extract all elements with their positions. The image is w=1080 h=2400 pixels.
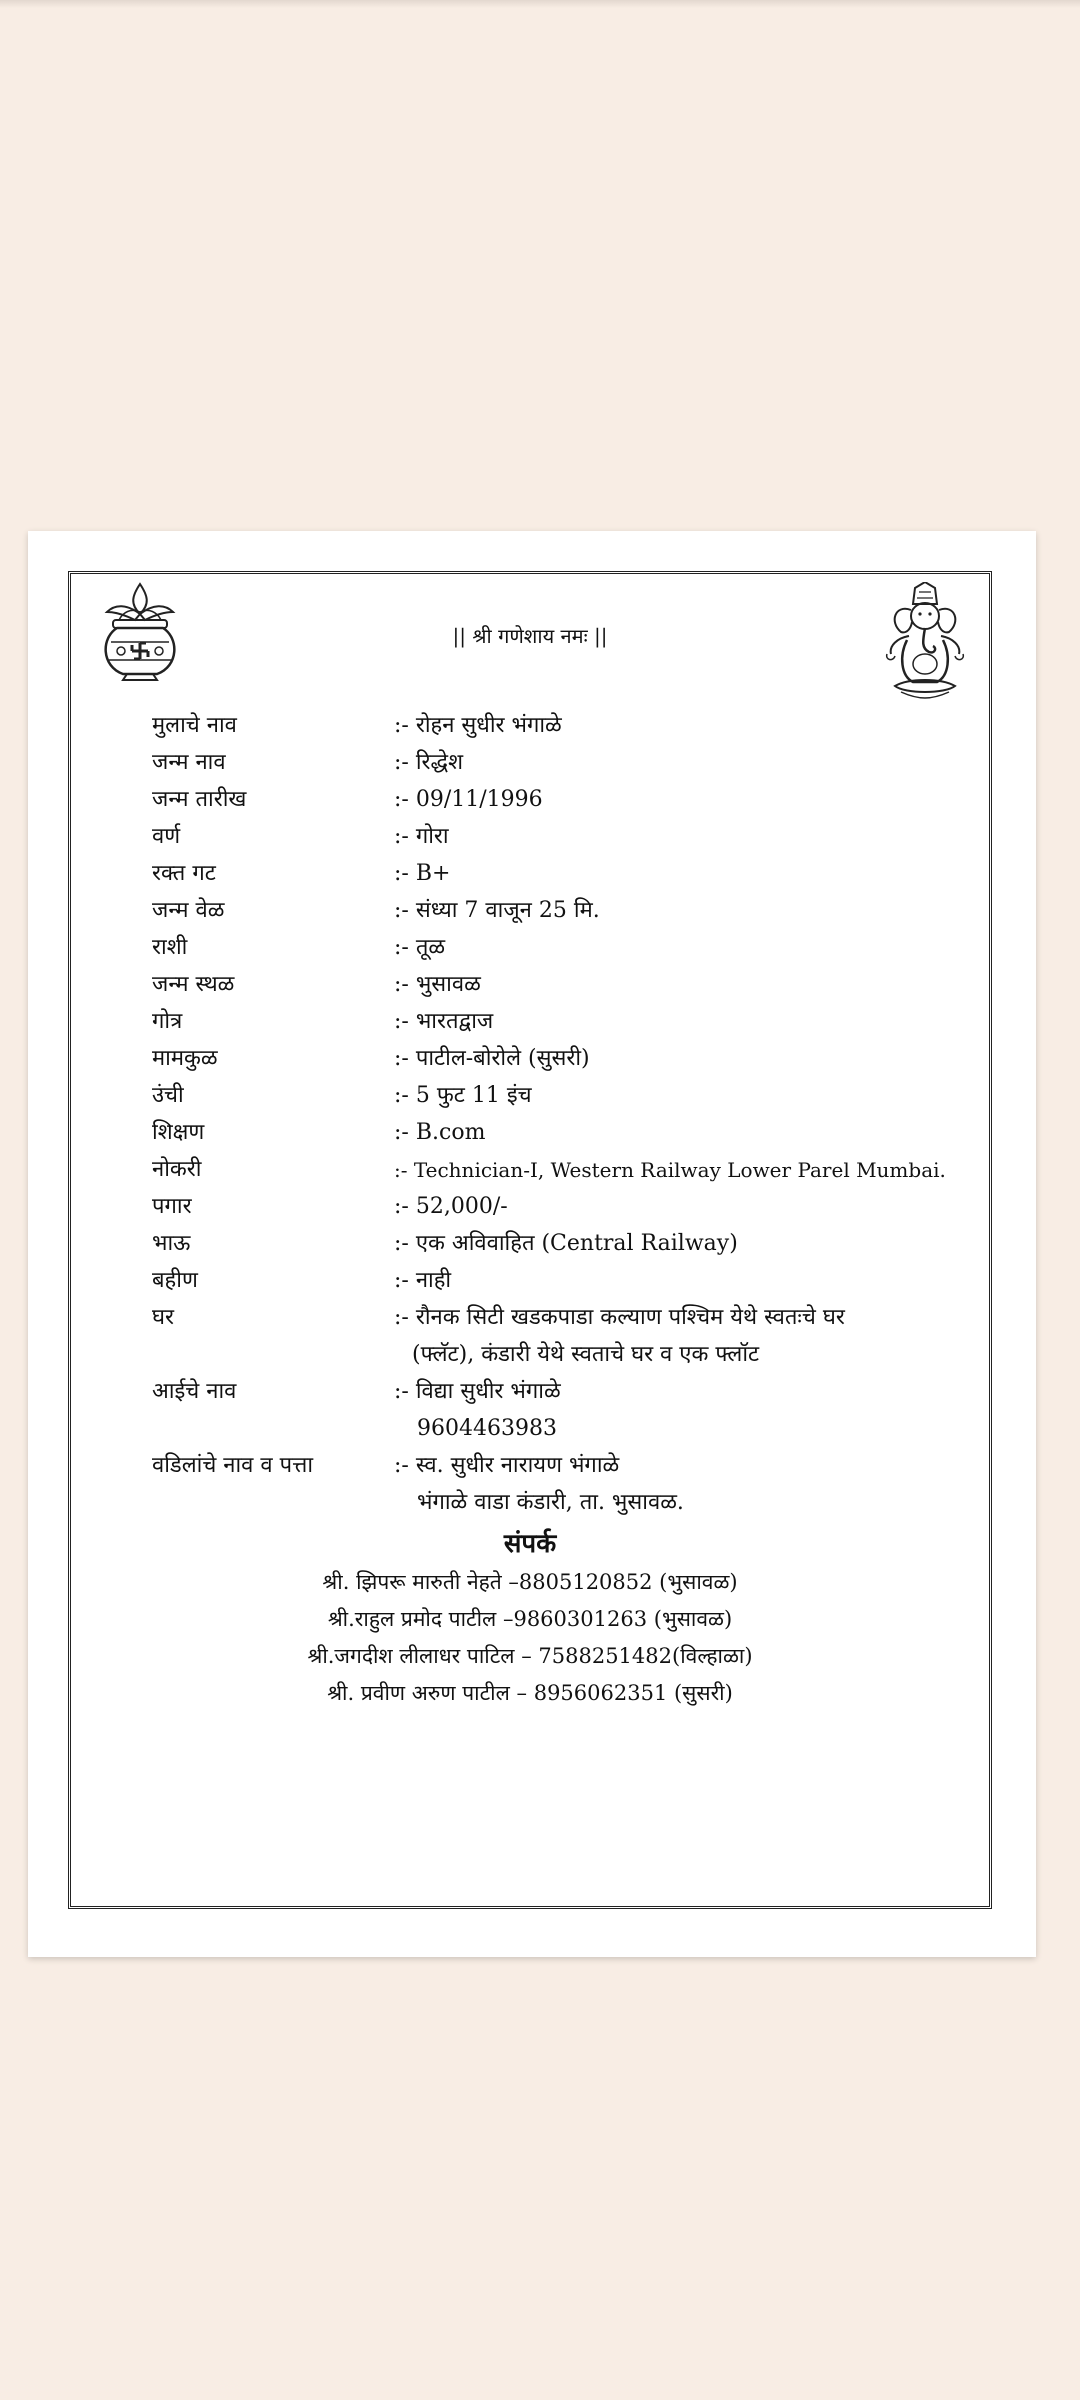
row-label: जन्म वेळ bbox=[152, 898, 225, 923]
row-value: :- गोरा bbox=[394, 824, 449, 849]
row-value: :- B.com bbox=[394, 1120, 486, 1145]
row-value: :- स्व. सुधीर नारायण भंगाळे bbox=[394, 1453, 620, 1478]
row-label: उंची bbox=[152, 1083, 184, 1108]
row-value: :- पाटील-बोरोले (सुसरी) bbox=[394, 1046, 590, 1071]
row-label: जन्म स्थळ bbox=[152, 972, 235, 997]
row-value: :- भारतद्वाज bbox=[394, 1009, 494, 1034]
status-bar-shadow bbox=[0, 0, 1080, 8]
row-label: आईचे नाव bbox=[152, 1379, 237, 1404]
row-label: जन्म तारीख bbox=[152, 787, 247, 812]
row-label: रक्त गट bbox=[152, 861, 216, 886]
row-value: :- 09/11/1996 bbox=[394, 787, 543, 812]
page-border bbox=[68, 571, 992, 1909]
house-continuation: (फ्लॅट), कंडारी येथे स्वताचे घर व एक फ्लॉट bbox=[412, 1342, 760, 1367]
contact-heading: संपर्क bbox=[503, 1529, 557, 1559]
mother-phone: 9604463983 bbox=[417, 1416, 557, 1441]
row-value: :- रौनक सिटी खडकपाडा कल्याण पश्चिम येथे स्वतःचे घर bbox=[394, 1305, 845, 1330]
contact-line: श्री. झिपरू मारुती नेहते –8805120852 (भुसावळ) bbox=[322, 1570, 738, 1594]
row-label: वडिलांचे नाव व पत्ता bbox=[152, 1453, 314, 1478]
row-label: शिक्षण bbox=[152, 1120, 205, 1145]
invocation-heading: || श्री गणेशाय नमः || bbox=[452, 624, 608, 648]
row-value: :- संध्या 7 वाजून 25 मि. bbox=[394, 898, 600, 923]
row-label: वर्ण bbox=[152, 824, 181, 849]
biodata-page bbox=[28, 531, 1036, 1957]
ganesh-icon bbox=[879, 582, 971, 700]
row-value: :- नाही bbox=[394, 1268, 452, 1293]
row-value: :- 5 फुट 11 इंच bbox=[394, 1083, 532, 1108]
row-label: राशी bbox=[152, 935, 188, 960]
row-value: :- रिद्धेश bbox=[394, 750, 464, 775]
row-value: :- भुसावळ bbox=[394, 972, 481, 997]
row-value: :- रोहन सुधीर भंगाळे bbox=[394, 713, 562, 738]
row-label: भाऊ bbox=[152, 1231, 191, 1256]
contact-line: श्री.जगदीश लीलाधर पाटिल – 7588251482(विल्हाळा) bbox=[307, 1644, 753, 1668]
row-label: पगार bbox=[152, 1194, 192, 1219]
contact-line: श्री.राहुल प्रमोद पाटील –9860301263 (भुसावळ) bbox=[327, 1607, 733, 1631]
row-label: बहीण bbox=[152, 1268, 198, 1293]
row-value: :- एक अविवाहित (Central Railway) bbox=[394, 1231, 738, 1256]
row-label: जन्म नाव bbox=[152, 750, 226, 775]
row-value: :- B+ bbox=[394, 861, 451, 886]
row-label: मुलाचे नाव bbox=[152, 713, 237, 738]
row-value: :- Technician-I, Western Railway Lower Parel Mumbai. bbox=[394, 1158, 946, 1182]
row-value: :- तूळ bbox=[394, 935, 446, 960]
row-label: नोकरी bbox=[152, 1157, 202, 1182]
row-label: गोत्र bbox=[152, 1009, 183, 1034]
row-label: मामकुळ bbox=[152, 1046, 218, 1071]
row-label: घर bbox=[152, 1305, 175, 1330]
contact-line: श्री. प्रवीण अरुण पाटील – 8956062351 (सुसरी) bbox=[327, 1681, 733, 1705]
row-value: :- विद्या सुधीर भंगाळे bbox=[394, 1379, 561, 1404]
row-value: :- 52,000/- bbox=[394, 1194, 508, 1219]
father-address-continuation: भंगाळे वाडा कंडारी, ता. भुसावळ. bbox=[417, 1490, 684, 1515]
